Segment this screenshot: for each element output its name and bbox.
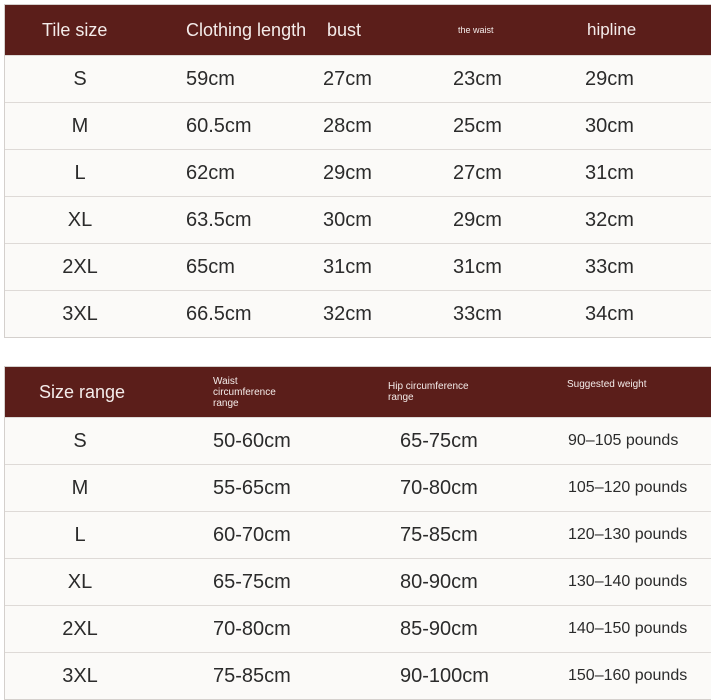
size-range-header (5, 367, 711, 417)
table-row (5, 511, 711, 558)
hip-range-cell: 75-85cm (400, 523, 478, 546)
length-cell: 60.5cm (186, 114, 252, 137)
header-suggested-weight: Suggested weight (567, 378, 647, 390)
size-cell: M (71, 476, 89, 499)
bust-cell: 28cm (323, 114, 372, 137)
size-cell: M (71, 114, 89, 137)
hipline-cell: 31cm (585, 161, 634, 184)
waist-range-cell: 50-60cm (213, 429, 291, 452)
size-cell: 3XL (62, 302, 98, 325)
length-cell: 63.5cm (186, 208, 252, 231)
bust-cell: 31cm (323, 255, 372, 278)
bust-cell: 29cm (323, 161, 372, 184)
bust-cell: 32cm (323, 302, 372, 325)
size-cell: S (73, 429, 87, 452)
hip-range-cell: 65-75cm (400, 429, 478, 452)
table-row (5, 464, 711, 511)
size-cell: XL (67, 570, 93, 593)
size-cell: 2XL (62, 617, 98, 640)
table-row (5, 149, 711, 196)
header-hipline: hipline (587, 20, 637, 39)
header-size-range: Size range (39, 381, 126, 402)
size-cell: 3XL (62, 664, 98, 687)
hipline-cell: 34cm (585, 302, 634, 325)
table-row (5, 652, 711, 699)
header-waist: the waist (458, 24, 494, 35)
bust-cell: 27cm (323, 67, 372, 90)
table-row (5, 417, 711, 464)
size-cell: XL (67, 208, 93, 231)
weight-cell: 140–150 pounds (568, 620, 688, 637)
waist-range-cell: 70-80cm (213, 617, 291, 640)
waist-range-cell: 75-85cm (213, 664, 291, 687)
hipline-cell: 33cm (585, 255, 634, 278)
header-clothing-length: Clothing length (186, 19, 307, 40)
hip-range-cell: 80-90cm (400, 570, 478, 593)
header-bust: bust (327, 19, 362, 40)
header-tile-size: Tile size (42, 19, 108, 40)
header-hip-range: Hip circumference range (388, 381, 469, 403)
table-row (5, 102, 711, 149)
weight-cell: 105–120 pounds (568, 479, 688, 496)
weight-cell: 150–160 pounds (568, 667, 688, 684)
size-chart-header (5, 5, 711, 55)
hipline-cell: 32cm (585, 208, 634, 231)
length-cell: 62cm (186, 161, 235, 184)
size-chart-table (4, 4, 711, 338)
hip-range-cell: 70-80cm (400, 476, 478, 499)
waist-cell: 27cm (453, 161, 502, 184)
waist-cell: 33cm (453, 302, 502, 325)
length-cell: 65cm (186, 255, 235, 278)
table-row (5, 558, 711, 605)
size-cell: 2XL (62, 255, 98, 278)
waist-cell: 25cm (453, 114, 502, 137)
hipline-cell: 30cm (585, 114, 634, 137)
length-cell: 59cm (186, 67, 235, 90)
weight-cell: 120–130 pounds (568, 526, 688, 543)
size-cell: L (74, 523, 86, 546)
weight-cell: 130–140 pounds (568, 573, 688, 590)
hipline-cell: 29cm (585, 67, 634, 90)
header-waist-range: Waist circumference range (213, 375, 276, 409)
hip-range-cell: 85-90cm (400, 617, 478, 640)
hip-range-cell: 90-100cm (400, 664, 489, 687)
waist-range-cell: 55-65cm (213, 476, 291, 499)
table-row (5, 196, 711, 243)
length-cell: 66.5cm (186, 302, 252, 325)
waist-cell: 31cm (453, 255, 502, 278)
size-range-table (4, 366, 711, 700)
bust-cell: 30cm (323, 208, 372, 231)
table-row (5, 55, 711, 102)
waist-cell: 29cm (453, 208, 502, 231)
size-cell: S (73, 67, 87, 90)
waist-range-cell: 65-75cm (213, 570, 291, 593)
table-row (5, 290, 711, 337)
weight-cell: 90–105 pounds (568, 432, 679, 449)
waist-cell: 23cm (453, 67, 502, 90)
size-cell: L (74, 161, 86, 184)
table-row (5, 243, 711, 290)
waist-range-cell: 60-70cm (213, 523, 291, 546)
table-row (5, 605, 711, 652)
